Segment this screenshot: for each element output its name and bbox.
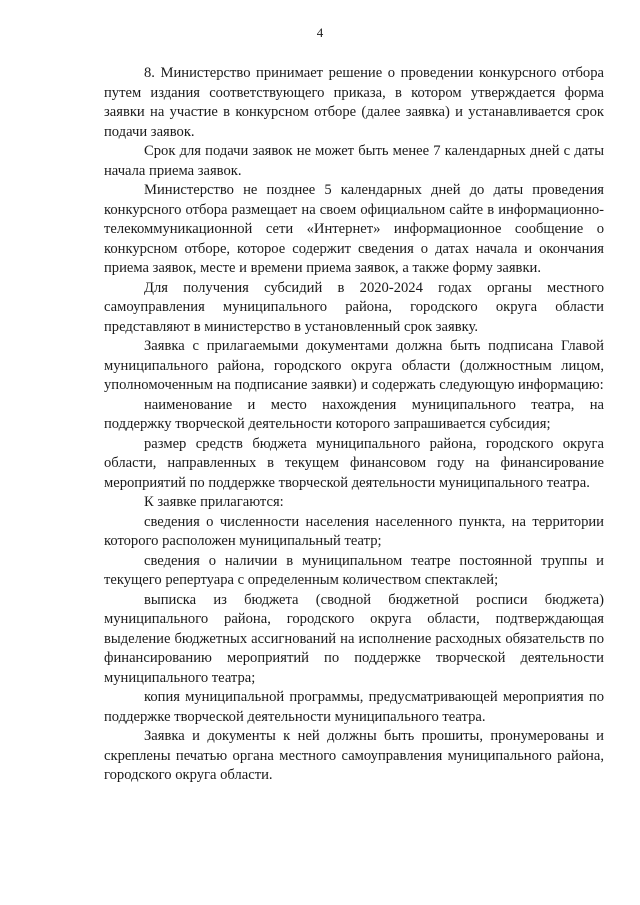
- paragraph-application-signature: Заявка с прилагаемыми документами должна быть подписана Главой муниципального района, городского округа области (должностным лицом, уполномоченным на подписание заявки) и содержать следующую информацию:: [104, 338, 604, 393]
- paragraph-deadline: Срок для подачи заявок не может быть менее 7 календарных дней с даты начала приема заявок.: [104, 143, 604, 179]
- list-item-budget-size: размер средств бюджета муниципального района, городского округа области, направленных в текущем финансовом году на финансирование мероприятий по поддержке творческой деятельности муниципального театра.: [104, 435, 604, 491]
- paragraph-attachments-heading: К заявке прилагаются:: [144, 494, 284, 510]
- list-item-budget-extract: выписка из бюджета (сводной бюджетной росписи бюджета) муниципального района, городского округа области, подтверждающая выделение бюджетных ассигнований на исполнение расходных обязательств по финансированию мероприятий по поддержке творческой деятельности муниципального театра;: [104, 591, 604, 686]
- paragraph-subsidy-request: Для получения субсидий в 2020-2024 годах органы местного самоуправления муниципального района, городского округа области представляют в министерство в установленный срок заявку.: [104, 279, 604, 335]
- paragraph-binding-requirements: Заявка и документы к ней должны быть прошиты, пронумерованы и скреплены печатью органа местного самоуправления муниципального района, городского округа области.: [104, 728, 604, 783]
- list-item-population: сведения о численности населения населенного пункта, на территории которого расположен муниципальный театр;: [104, 513, 604, 549]
- paragraph-decision: 8. Министерство принимает решение о проведении конкурсного отбора путем издания соответствующего приказа, в котором утверждается форма заявки на участие в конкурсном отборе (далее заявка) и устанавливается срок подачи заявок.: [104, 65, 604, 140]
- document-body: [104, 64, 604, 786]
- paragraph-announcement: Министерство не позднее 5 календарных дней до даты проведения конкурсного отбора размещает на своем официальном сайте в информационно-телекоммуникационной сети «Интернет» информационное сообщение о конкурсном отборе, которое содержит сведения о датах начала и окончания приема заявок, месте и времени приема заявок, а также форму заявки.: [104, 182, 604, 276]
- list-item-program-copy: копия муниципальной программы, предусматривающей мероприятия по поддержке творческой деятельности муниципального театра.: [104, 689, 604, 725]
- page-number: 4: [316, 25, 324, 40]
- list-item-theatre-name: наименование и место нахождения муниципального театра, на поддержку творческой деятельности которого запрашивается субсидия;: [104, 396, 604, 432]
- list-item-troupe-repertoire: сведения о наличии в муниципальном театре постоянной труппы и текущего репертуара с определенным количеством спектаклей;: [104, 552, 604, 588]
